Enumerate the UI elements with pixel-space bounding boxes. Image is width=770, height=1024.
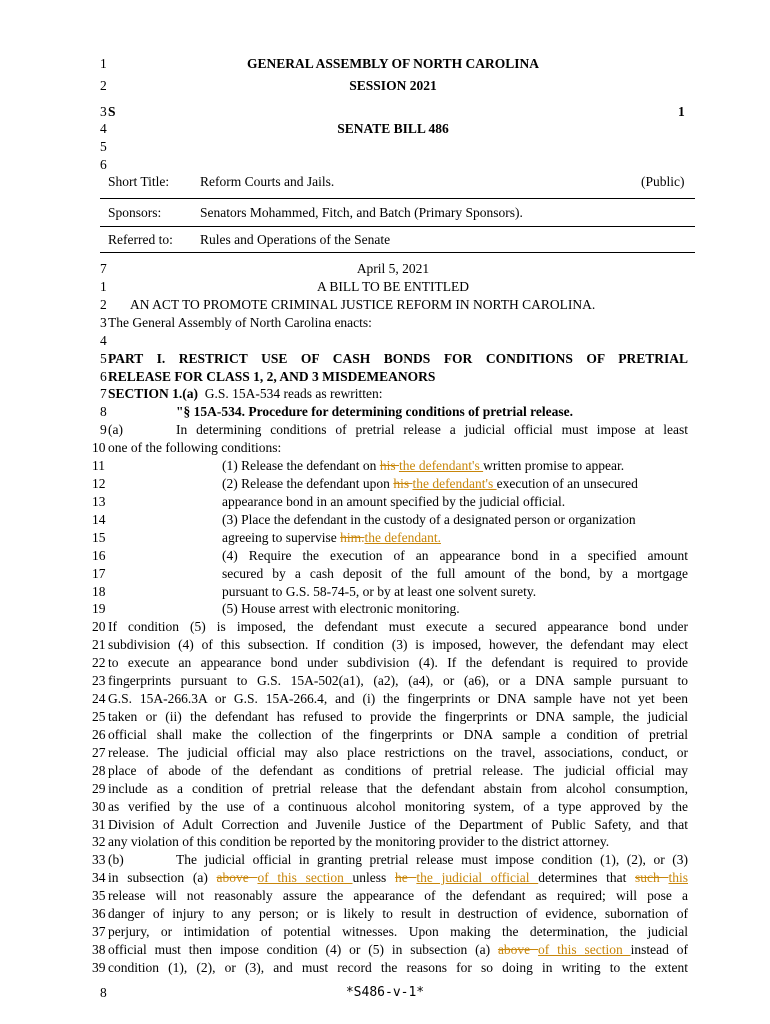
subsection-a-cont: one of the following conditions: xyxy=(108,440,282,455)
deleted-text: above xyxy=(216,870,258,885)
line-number: 3 xyxy=(100,315,107,330)
line-number: 6 xyxy=(100,157,107,172)
deleted-text: his xyxy=(393,476,413,491)
subsection-a-text: In determining conditions of pretrial release a judicial official must impose at least xyxy=(176,422,688,437)
paragraph-line: subdivision (4) of this subsection. If condition (3) is imposed, however, the defendant may elect xyxy=(108,637,688,652)
divider xyxy=(100,226,695,227)
referred-to: Rules and Operations of the Senate xyxy=(200,232,391,247)
text: instead of xyxy=(630,942,688,957)
line-number: 11 xyxy=(92,458,105,473)
line-number: 17 xyxy=(92,566,106,581)
deleted-text: him. xyxy=(340,530,365,545)
line-number: 4 xyxy=(100,333,107,348)
text: determines that xyxy=(538,870,636,885)
short-title: Reform Courts and Jails. xyxy=(200,174,335,189)
enacting-clause: The General Assembly of North Carolina enacts: xyxy=(108,315,372,330)
deleted-text: his xyxy=(379,458,399,473)
line-number: 9 xyxy=(100,422,107,437)
paragraph-line: fingerprints pursuant to G.S. 15A-502(a1), (a2), (a4), or (a6), or a DNA sample pursuant to xyxy=(108,673,688,688)
divider xyxy=(100,198,695,199)
line-number: 15 xyxy=(92,530,106,545)
inserted-text: the defendant's xyxy=(398,458,484,473)
line-number: 4 xyxy=(100,121,107,136)
deleted-text: above xyxy=(497,942,539,957)
condition-4: (4) Require the execution of an appearance bond in a specified amount xyxy=(222,548,688,563)
section-1a xyxy=(108,386,382,402)
line-number: 12 xyxy=(92,476,106,491)
part-heading-cont: RELEASE FOR CLASS 1, 2, AND 3 MISDEMEANORS xyxy=(108,369,436,384)
inserted-text: this xyxy=(668,870,688,885)
section-text: G.S. 15A-534 reads as rewritten: xyxy=(204,386,383,401)
subsection-b-text: The judicial official in granting pretrial release must impose condition (1), (2), or (3) xyxy=(176,852,688,867)
line-number: 28 xyxy=(92,763,106,778)
line-number: 37 xyxy=(92,924,106,939)
deleted-text: such xyxy=(635,870,669,885)
line-number: 33 xyxy=(92,852,106,867)
condition-1 xyxy=(222,458,624,474)
divider xyxy=(100,252,695,253)
line-number: 38 xyxy=(92,942,106,957)
chamber-letter: S xyxy=(108,104,116,119)
inserted-text: the judicial official xyxy=(416,870,539,885)
deleted-text: he xyxy=(394,870,417,885)
line-number: 1 xyxy=(100,56,107,71)
line-number: 5 xyxy=(100,139,107,154)
line-number: 39 xyxy=(92,960,106,975)
bill-number: SENATE BILL 486 xyxy=(337,121,449,136)
condition-3: (3) Place the defendant in the custody of a designated person or organization xyxy=(222,512,636,527)
text: (2) Release the defendant upon xyxy=(222,476,394,491)
inserted-text: of this section xyxy=(257,870,353,885)
sponsors-label: Sponsors: xyxy=(108,205,162,220)
line-number: 8 xyxy=(100,404,107,419)
line-number: 26 xyxy=(92,727,106,742)
condition-4-cont: secured by a cash deposit of the full amount of the bond, by a mortgage xyxy=(222,566,688,581)
line-number: 19 xyxy=(92,601,106,616)
line-number: 2 xyxy=(100,297,107,312)
paragraph-line: Division of Adult Correction and Juvenile Justice of the Department of Public Safety, and that xyxy=(108,817,688,832)
version-number: 1 xyxy=(678,104,685,119)
page-number: 8 xyxy=(100,985,107,1000)
text: written promise to appear. xyxy=(483,458,625,473)
line-number: 6 xyxy=(100,369,107,384)
bill-date: April 5, 2021 xyxy=(356,261,430,276)
subsection-b-label: (b) xyxy=(108,852,124,867)
line-number: 7 xyxy=(100,386,107,401)
short-title-label: Short Title: xyxy=(108,174,170,189)
line-number: 7 xyxy=(100,261,107,276)
paragraph-line: official shall make the collection of the fingerprints or DNA sample a condition of pretrial xyxy=(108,727,688,742)
paragraph-line: as verified by the use of a continuous alcohol monitoring system, of a type approved by the xyxy=(108,799,688,814)
line-number: 24 xyxy=(92,691,106,706)
statute-heading: "§ 15A-534. Procedure for determining conditions of pretrial release. xyxy=(176,404,573,419)
condition-2 xyxy=(222,476,638,492)
line-number: 21 xyxy=(92,637,106,652)
inserted-text: of this section xyxy=(538,942,631,957)
line-number: 30 xyxy=(92,799,106,814)
condition-4-cont: pursuant to G.S. 58-74-5, or by at least one solvent surety. xyxy=(222,584,537,599)
section-label: SECTION 1.(a) xyxy=(108,386,199,401)
line-number: 10 xyxy=(92,440,106,455)
paragraph-line: G.S. 15A-266.3A or G.S. 15A-266.4, and (i) the fingerprints or DNA sample have not yet been xyxy=(108,691,688,706)
line-number: 2 xyxy=(100,78,107,93)
paragraph-line: place of abode of the defendant as conditions of pretrial release. The judicial official may xyxy=(108,763,688,778)
line-number: 27 xyxy=(92,745,106,760)
paragraph-line: any violation of this condition be reported by the monitoring provider to the district attorney. xyxy=(108,834,610,849)
text: in subsection (a) xyxy=(108,870,217,885)
paragraph-line: include as a condition of pretrial release that the defendant abstain from alcohol consumption, xyxy=(108,781,688,796)
line-number: 13 xyxy=(92,494,106,509)
line-number: 34 xyxy=(92,870,106,885)
line-number: 35 xyxy=(92,888,106,903)
subsection-a-label: (a) xyxy=(108,422,123,437)
text: agreeing to supervise xyxy=(222,530,341,545)
line-number: 32 xyxy=(92,834,106,849)
line-number: 1 xyxy=(100,279,107,294)
inserted-text: the defendant's xyxy=(412,476,497,491)
act-title: AN ACT TO PROMOTE CRIMINAL JUSTICE REFORM IN NORTH CAROLINA. xyxy=(130,297,596,312)
line-number: 14 xyxy=(92,512,106,527)
amended-line xyxy=(108,870,688,886)
sponsors: Senators Mohammed, Fitch, and Batch (Primary Sponsors). xyxy=(200,205,523,220)
line-number: 18 xyxy=(92,584,106,599)
amended-line xyxy=(108,942,688,958)
paragraph-line: release will not reasonably assure the appearance of the defendant as required; will pose a xyxy=(108,888,688,903)
assembly-title: GENERAL ASSEMBLY OF NORTH CAROLINA xyxy=(246,56,540,71)
paragraph-line: If condition (5) is imposed, the defendant must execute a secured appearance bond under xyxy=(108,619,688,634)
entitled-heading: A BILL TO BE ENTITLED xyxy=(317,279,469,294)
text: execution of an unsecured xyxy=(496,476,638,491)
referred-label: Referred to: xyxy=(108,232,173,247)
text: unless xyxy=(352,870,395,885)
public-badge: (Public) xyxy=(641,174,685,189)
paragraph-line: danger of injury to any person; or is likely to result in destruction of evidence, subornation of xyxy=(108,906,688,921)
line-number: 36 xyxy=(92,906,106,921)
paragraph-line: condition (1), (2), or (3), and must record the reasons for so doing in writing to the extent xyxy=(108,960,688,975)
text: official must then impose condition (4) or (5) in subsection (a) xyxy=(108,942,498,957)
text: (1) Release the defendant on xyxy=(222,458,380,473)
line-number: 31 xyxy=(92,817,106,832)
line-number: 22 xyxy=(92,655,106,670)
line-number: 3 xyxy=(100,104,107,119)
paragraph-line: to execute an appearance bond under subdivision (4). If the defendant is required to provide xyxy=(108,655,688,670)
condition-5: (5) House arrest with electronic monitoring. xyxy=(222,601,460,616)
condition-3-cont xyxy=(222,530,441,546)
condition-2-cont: appearance bond in an amount specified by the judicial official. xyxy=(222,494,566,509)
line-number: 5 xyxy=(100,351,107,366)
paragraph-line: perjury, or intimidation of potential witnesses. Upon making the determination, the judicial xyxy=(108,924,688,939)
paragraph-line: taken or (ii) the defendant has refused to provide the fingerprints or DNA sample, the judicial xyxy=(108,709,688,724)
part-heading: PART I. RESTRICT USE OF CASH BONDS FOR CONDITIONS OF PRETRIAL xyxy=(108,351,688,366)
inserted-text: the defendant. xyxy=(364,530,441,545)
line-number: 20 xyxy=(92,619,106,634)
session-title: SESSION 2021 xyxy=(349,78,437,93)
line-number: 29 xyxy=(92,781,106,796)
line-number: 23 xyxy=(92,673,106,688)
line-number: 16 xyxy=(92,548,106,563)
line-number: 25 xyxy=(92,709,106,724)
bill-code: *S486-v-1* xyxy=(345,985,425,1000)
paragraph-line: release. The judicial official may also place restrictions on the travel, associations, conduct, or xyxy=(108,745,688,760)
